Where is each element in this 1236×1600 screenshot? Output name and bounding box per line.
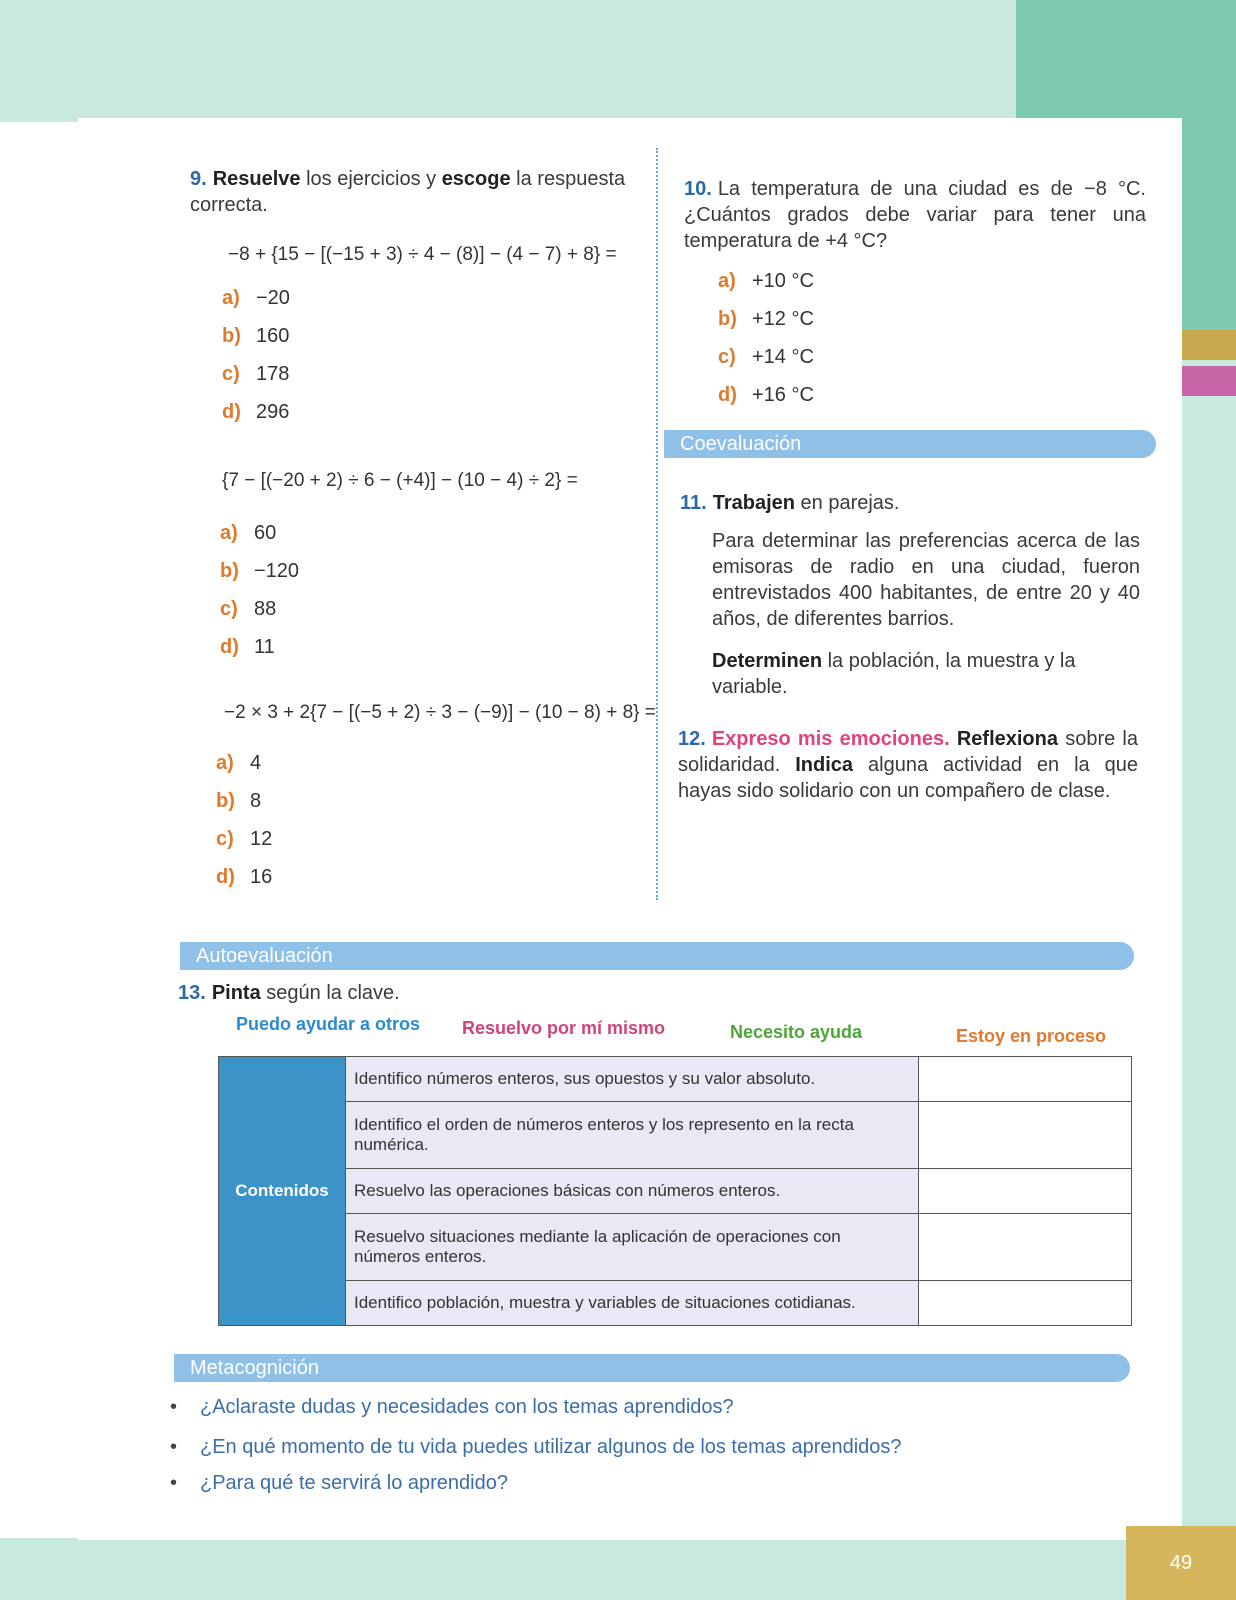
option-letter: c) [718,346,736,368]
instruction-text: la población, la muestra y la variable. [712,650,1076,698]
question-9 [190,166,650,218]
instruction-text: alguna actividad en la que hayas sido solidario con un compañero de clase. [678,754,1138,802]
option-letter: a) [222,287,240,309]
option-value: 60 [254,522,277,544]
option-value: 160 [256,325,290,347]
question-text: La temperatura de una ciudad es de −8 °C. ¿Cuántos grados debe variar para tener una temperatura de +4 °C? [684,178,1146,252]
color-cell[interactable] [919,1281,1132,1326]
table-row [219,1214,1132,1281]
option-letter: b) [222,325,241,347]
question-text: ¿En qué momento de tu vida puedes utilizar algunos de los temas aprendidos? [200,1436,902,1458]
answer-option[interactable] [216,752,261,775]
column-divider [656,148,658,900]
option-value: 11 [254,636,275,658]
question-12 [678,726,1138,804]
option-value: 4 [250,752,262,774]
question-11 [680,490,1140,516]
table-item: Resuelvo situaciones mediante la aplicación de operaciones con números enteros. [346,1214,919,1281]
table-row [219,1169,1132,1214]
bottom-decorative-band [0,1538,1236,1600]
table-row [219,1102,1132,1169]
option-value: +16 °C [752,384,814,406]
self-evaluation-table [218,1056,1132,1326]
option-value: +10 °C [752,270,814,292]
legend-solve-myself: Resuelvo por mí mismo [462,1018,666,1038]
legend-need-help: Necesito ayuda [730,1022,863,1042]
autoevaluacion-heading: Autoevaluación [180,942,1134,970]
gold-tab [1180,330,1236,360]
instruction-verb: escoge [441,168,511,190]
answer-option[interactable] [222,287,290,310]
option-letter: b) [718,308,737,330]
bullet-icon: • [170,1472,178,1494]
option-letter: b) [216,790,235,812]
instruction-text: los ejercicios y [300,168,442,190]
answer-option[interactable] [222,363,289,386]
option-value: +14 °C [752,346,814,368]
question-number: 13. [178,982,206,1004]
bullet-icon: • [170,1436,178,1458]
color-cell[interactable] [919,1169,1132,1214]
option-value: 12 [250,828,273,850]
pink-tab [1180,366,1236,396]
option-letter: a) [216,752,234,774]
instruction-text: según la clave. [260,982,400,1004]
option-value: 8 [250,790,262,812]
question-text: ¿Para qué te servirá lo aprendido? [200,1472,508,1494]
metacognition-question [170,1396,734,1419]
contents-header: Contenidos [219,1057,346,1326]
answer-option[interactable] [220,560,299,583]
option-value: −120 [254,560,300,582]
option-letter: a) [220,522,238,544]
instruction-verb: Reflexiona [956,728,1058,750]
coevaluacion-heading: Coevaluación [664,430,1156,458]
instruction-text: sobre la solidaridad. [678,728,1138,776]
answer-option[interactable] [220,522,276,545]
question-number: 12. [678,728,706,750]
question-text: ¿Aclaraste dudas y necesidades con los temas aprendidos? [200,1396,734,1418]
legend-help-others: Puedo ayudar a otros [236,1014,421,1034]
exercise-formula: {7 − [(−20 + 2) ÷ 6 − (+4)] − (10 − 4) ÷ 2} = [222,470,578,491]
option-letter: d) [718,384,737,406]
table-row [219,1281,1132,1326]
exercise-formula: −8 + {15 − [(−15 + 3) ÷ 4 − (8)] − (4 − 7) + 8} = [228,244,617,265]
option-letter: d) [222,401,241,423]
answer-option[interactable] [222,325,289,348]
question-number: 10. [684,178,712,200]
answer-option[interactable] [718,308,814,331]
answer-option[interactable] [216,866,272,889]
option-value: 88 [254,598,277,620]
right-decorative-strip [1180,330,1236,1600]
answer-option[interactable] [220,636,275,659]
metacognition-question [170,1472,508,1495]
instruction-verb: Indica [795,754,854,776]
option-letter: d) [220,636,239,658]
answer-option[interactable] [222,401,289,424]
instruction-verb: Determinen [712,650,823,672]
option-letter: a) [718,270,736,292]
option-value: +12 °C [752,308,814,330]
table-item: Identifico el orden de números enteros y los represento en la recta numérica. [346,1102,919,1169]
color-cell[interactable] [919,1057,1132,1102]
metacognition-question [170,1436,902,1459]
instruction-verb: Trabajen [712,492,795,514]
question-11-paragraph: Para determinar las preferencias acerca de las emisoras de radio en una ciudad, fueron entrevistados 400 habitantes, de entre 20 y 40 años, de diferentes barrios. [712,530,1140,630]
question-11-task [712,648,1142,700]
exercise-formula: −2 × 3 + 2{7 − [(−5 + 2) ÷ 3 − (−9)] − (10 − 8) + 8} = [224,702,656,723]
metacognicion-heading: Metacognición [174,1354,1130,1382]
question-13 [178,980,638,1006]
instruction-verb: Pinta [211,982,261,1004]
answer-option[interactable] [718,384,814,407]
legend-in-process: Estoy en proceso [956,1026,1107,1046]
option-letter: c) [216,828,234,850]
instruction-verb: Resuelve [212,168,301,190]
answer-option[interactable] [718,346,814,369]
question-10 [684,176,1146,254]
option-letter: b) [220,560,239,582]
emotions-highlight: Expreso mis emociones. [711,728,950,750]
option-letter: c) [220,598,238,620]
table-item: Identifico población, muestra y variables de situaciones cotidianas. [346,1281,919,1326]
table-item: Resuelvo las operaciones básicas con números enteros. [346,1169,919,1214]
option-letter: c) [222,363,240,385]
question-number: 11. [680,492,707,514]
option-letter: d) [216,866,235,888]
color-cell[interactable] [919,1102,1132,1169]
bullet-icon: • [170,1396,178,1418]
answer-option[interactable] [220,598,276,621]
option-value: 16 [250,866,273,888]
option-value: 296 [256,401,290,423]
page-number: 49 [1126,1526,1236,1600]
color-cell[interactable] [919,1214,1132,1281]
option-value: −20 [256,287,290,309]
question-number: 9. [190,168,207,190]
option-value: 178 [256,363,290,385]
answer-option[interactable] [718,270,814,293]
answer-option[interactable] [216,790,261,813]
instruction-text: en parejas. [794,492,900,514]
table-row [219,1057,1132,1102]
answer-option[interactable] [216,828,272,851]
table-item: Identifico números enteros, sus opuestos y su valor absoluto. [346,1057,919,1102]
instruction-text: la respuesta correcta. [190,168,626,216]
